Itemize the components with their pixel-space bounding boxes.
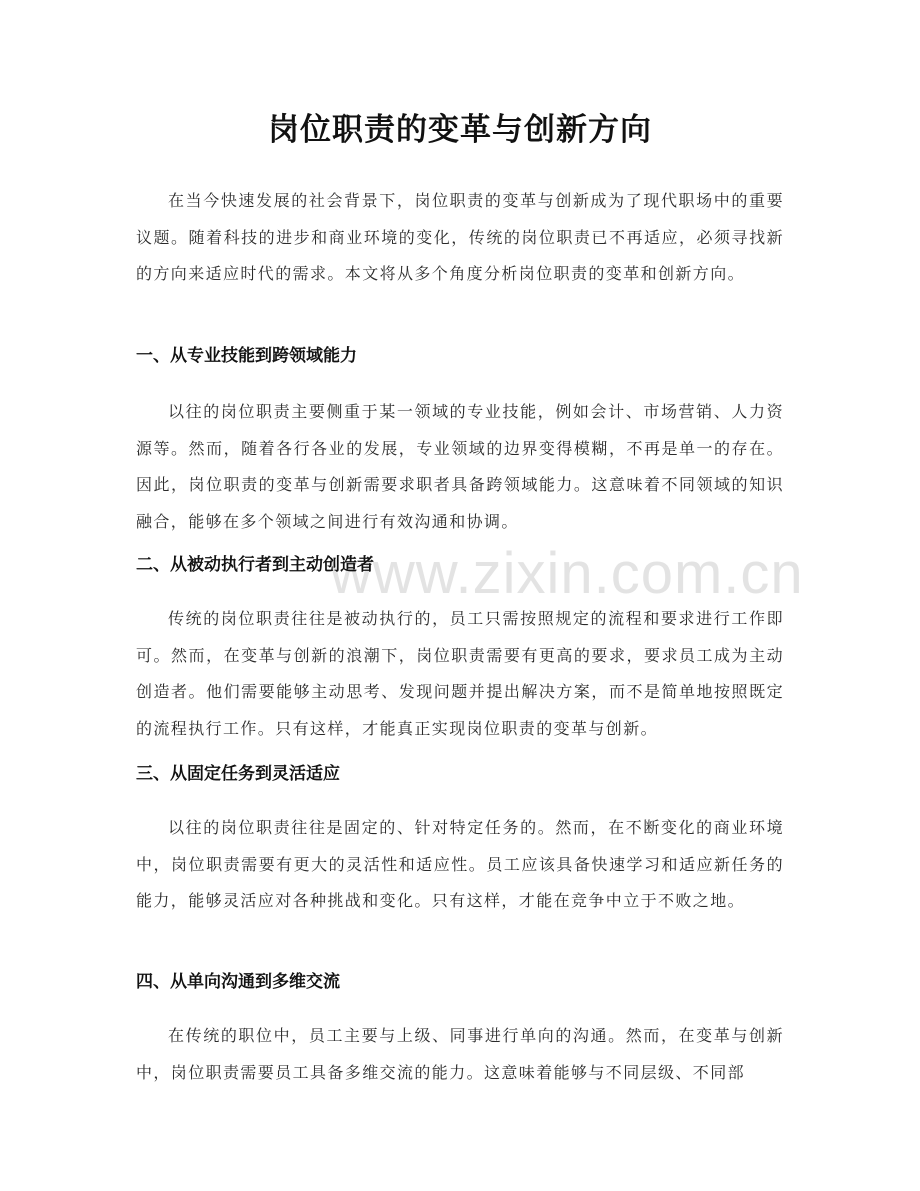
section-2-body: 传统的岗位职责往往是被动执行的，员工只需按照规定的流程和要求进行工作即可。然而，在变革与创新的浪潮下，岗位职责需要有更高的要求，要求员工成为主动创造者。他们需要能够主动思考、发现问题并提出解决方案，而不是简单地按照既定的流程执行工作。只有这样，才能真正实现岗位职责的变革与创新。 <box>136 609 784 738</box>
section-4-body: 在传统的职位中，员工主要与上级、同事进行单向的沟通。然而，在变革与创新中，岗位职责需要员工具备多维交流的能力。这意味着能够与不同层级、不同部 <box>136 1026 784 1082</box>
section-3-body: 以往的岗位职责往往是固定的、针对特定任务的。然而，在不断变化的商业环境中，岗位职责需要有更大的灵活性和适应性。员工应该具备快速学习和适应新任务的能力，能够灵活应对各种挑战和变化。只有这样，才能在竞争中立于不败之地。 <box>136 818 784 910</box>
section-1-body: 以往的岗位职责主要侧重于某一领域的专业技能，例如会计、市场营销、人力资源等。然而，随着各行各业的发展，专业领域的边界变得模糊，不再是单一的存在。因此，岗位职责的变革与创新需要求职者具备跨领域能力。这意味着不同领域的知识融合，能够在多个领域之间进行有效沟通和协调。 <box>136 402 784 531</box>
watermark: www.zixin.com.cn <box>330 541 804 606</box>
section-1-heading: 一、从专业技能到跨领域能力 <box>136 346 357 366</box>
section-4-heading: 四、从单向沟通到多维交流 <box>136 972 340 992</box>
document-title: 岗位职责的变革与创新方向 <box>268 112 652 148</box>
intro-paragraph: 在当今快速发展的社会背景下，岗位职责的变革与创新成为了现代职场中的重要议题。随着科技的进步和商业环境的变化，传统的岗位职责已不再适应，必须寻找新的方向来适应时代的需求。本文将从多个角度分析岗位职责的变革和创新方向。 <box>136 191 784 283</box>
section-3-heading: 三、从固定任务到灵活适应 <box>136 764 340 784</box>
section-2-heading: 二、从被动执行者到主动创造者 <box>136 555 374 575</box>
